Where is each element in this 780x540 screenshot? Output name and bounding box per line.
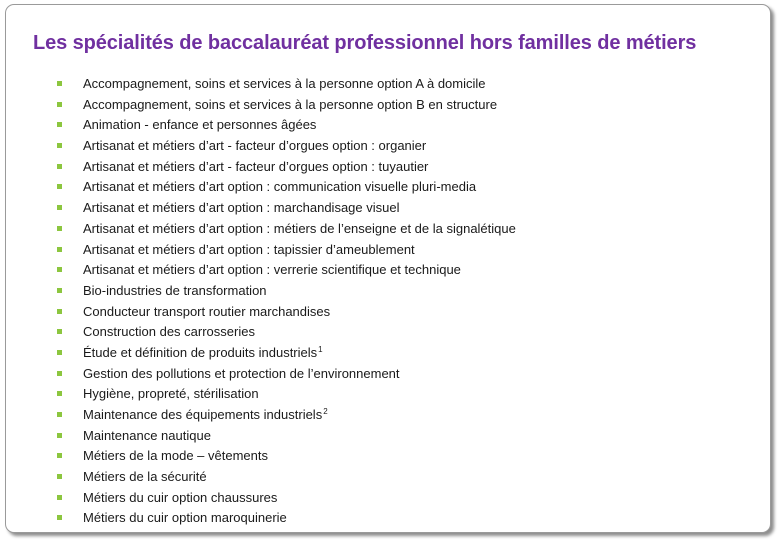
green-square-bullet-icon (57, 143, 62, 148)
list-item-label: Artisanat et métiers d’art option : communication visuelle pluri-media (83, 179, 477, 195)
list-item-label: Gestion des pollutions et protection de l’environnement (83, 365, 400, 381)
list-item (57, 240, 516, 261)
list-item (57, 260, 516, 281)
green-square-bullet-icon (57, 102, 62, 107)
green-square-bullet-icon (57, 122, 62, 127)
green-square-bullet-icon (57, 350, 62, 355)
list-item (57, 302, 516, 323)
green-square-bullet-icon (57, 267, 62, 272)
list-item (57, 426, 516, 447)
list-item (57, 157, 516, 178)
green-square-bullet-icon (57, 433, 62, 438)
list-item (57, 343, 516, 364)
green-square-bullet-icon (57, 474, 62, 479)
green-square-bullet-icon (57, 371, 62, 376)
list-item (57, 364, 516, 385)
list-item-label: Accompagnement, soins et services à la personne option A à domicile (83, 76, 486, 91)
list-item-label: Artisanat et métiers d’art option : métiers de l’enseigne et de la signalétique (83, 220, 516, 236)
green-square-bullet-icon (57, 495, 62, 500)
list-item-label: Métiers du cuir option chaussures (83, 489, 278, 505)
list-item (57, 322, 516, 343)
list-item (57, 488, 516, 509)
green-square-bullet-icon (57, 453, 62, 458)
list-item (57, 198, 516, 219)
list-item-label: Artisanat et métiers d’art option : marchandisage visuel (83, 200, 400, 216)
green-square-bullet-icon (57, 164, 62, 169)
list-item-label: Maintenance nautique (83, 427, 211, 443)
green-square-bullet-icon (57, 391, 62, 396)
list-item-label: Animation - enfance et personnes âgées (83, 117, 317, 133)
list-item-label: Métiers de la mode – vêtements (83, 448, 268, 464)
list-item (57, 508, 516, 529)
list-item (57, 136, 516, 157)
green-square-bullet-icon (57, 309, 62, 314)
green-square-bullet-icon (57, 288, 62, 293)
list-item (57, 177, 516, 198)
list-item (57, 467, 516, 488)
list-item-label: Bio-industries de transformation (83, 282, 267, 298)
list-item-label: Artisanat et métiers d’art option : tapissier d’ameublement (83, 241, 415, 257)
list-item (57, 384, 516, 405)
list-item-label: Étude et définition de produits industriels (83, 344, 318, 360)
green-square-bullet-icon (57, 329, 62, 334)
list-item (57, 446, 516, 467)
list-item-label: Maintenance des équipements industriels (83, 407, 323, 422)
green-square-bullet-icon (57, 81, 62, 86)
list-item (57, 115, 516, 136)
footnote-marker: 2 (323, 407, 328, 416)
list-item-label: Métiers du cuir option maroquinerie (83, 510, 287, 526)
list-item-label: Hygiène, propreté, stérilisation (83, 386, 259, 402)
green-square-bullet-icon (57, 247, 62, 252)
footnote-marker: 1 (318, 344, 323, 354)
list-item-label: Métiers de la sécurité (83, 469, 207, 485)
speciality-list (57, 74, 516, 529)
list-item (57, 219, 516, 240)
slide-card (5, 4, 771, 533)
list-item (57, 95, 516, 116)
list-item (57, 74, 516, 95)
list-item (57, 405, 516, 426)
list-item-label: Conducteur transport routier marchandises (83, 303, 331, 319)
green-square-bullet-icon (57, 226, 62, 231)
green-square-bullet-icon (57, 515, 62, 520)
list-item-label: Artisanat et métiers d’art - facteur d’orgues option : organier (83, 138, 427, 154)
slide-title: Les spécialités de baccalauréat professionnel hors familles de métiers (33, 32, 697, 54)
green-square-bullet-icon (57, 412, 62, 417)
list-item (57, 281, 516, 302)
list-item-label: Construction des carrosseries (83, 324, 255, 340)
list-item-label: Accompagnement, soins et services à la personne option B en structure (83, 96, 498, 112)
green-square-bullet-icon (57, 205, 62, 210)
green-square-bullet-icon (57, 184, 62, 189)
list-item-label: Artisanat et métiers d’art - facteur d’orgues option : tuyautier (83, 158, 429, 174)
list-item-label: Artisanat et métiers d’art option : verrerie scientifique et technique (83, 262, 461, 278)
